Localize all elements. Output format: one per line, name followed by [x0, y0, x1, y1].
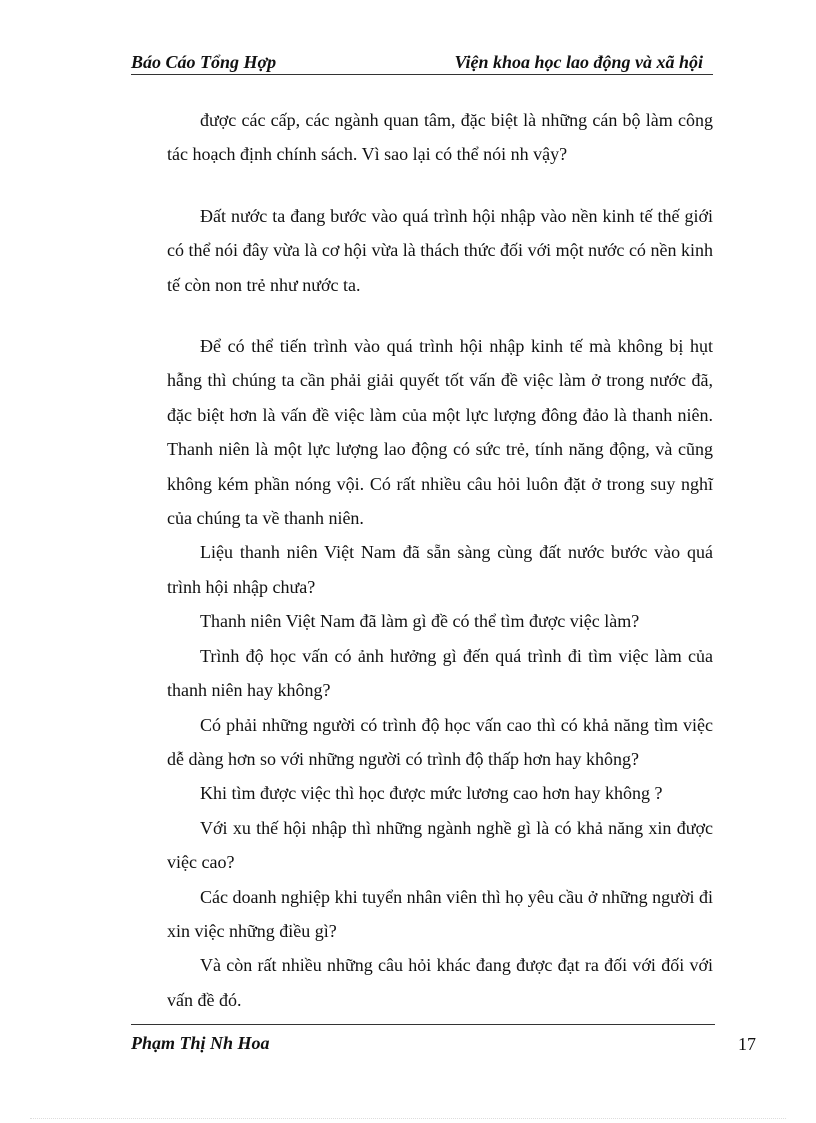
document-body: [167, 103, 713, 1017]
paragraph: được các cấp, các ngành quan tâm, đặc biệt là những cán bộ làm công tác hoạch định chính sách. Vì sao lại có thể nói nh vậy?: [167, 110, 713, 165]
paragraph: Liệu thanh niên Việt Nam đã sẵn sàng cùng đất nước bước vào quá trình hội nhập chưa?: [167, 542, 713, 597]
paragraph: Trình độ học vấn có ảnh hưởng gì đến quá trình đi tìm việc làm của thanh niên hay không?: [167, 645, 713, 701]
paragraph: Đất nước ta đang bước vào quá trình hội nhập vào nền kinh tế thế giới có thể nói đây vừa là cơ hội vừa là thách thức đối với một nước có nền kinh tế còn non trẻ như nước ta.: [167, 205, 713, 295]
footer-divider: [131, 1024, 715, 1025]
paragraph: Thanh niên Việt Nam đã làm gì đề có thể tìm được việc làm?: [200, 611, 640, 632]
paragraph: Có phải những người có trình độ học vấn cao thì có khả năng tìm việc dễ dàng hơn so với những người có trình độ thấp hơn hay không?: [167, 714, 713, 769]
header-report-title: Báo Cáo Tổng Hợp: [131, 52, 277, 72]
header-institute-name: Viện khoa học lao động và xã hội: [454, 52, 703, 72]
paragraph: Để có thể tiến trình vào quá trình hội nhập kinh tế mà không bị hụt hẫng thì chúng ta cần phải giải quyết tốt vấn đề việc làm ở trong nước đã, đặc biệt hơn là vấn đề việc làm của một lực lượng đông đảo là thanh niên. Thanh niên là một lực lượng lao động có sức trẻ, tính năng động, và cũng không kém phần nóng vội. Có rất nhiều câu hỏi luôn đặt ở trong suy nghĩ của chúng ta về thanh niên.: [167, 336, 713, 529]
page-number: 17: [738, 1034, 756, 1054]
page-header: [131, 52, 713, 75]
paragraph: Khi tìm được việc thì học được mức lương cao hơn hay không ?: [200, 783, 663, 804]
paragraph: Và còn rất nhiều những câu hỏi khác đang được đạt ra đối với đối với vấn đề đó.: [167, 955, 713, 1010]
paragraph: Với xu thế hội nhập thì những ngành nghề gì là có khả năng xin được việc cao?: [167, 817, 713, 873]
paragraph: Các doanh nghiệp khi tuyển nhân viên thì họ yêu cầu ở những người đi xin việc những điều gì?: [167, 886, 713, 941]
footer-author: Phạm Thị Nh Hoa: [131, 1033, 270, 1053]
page-bottom-edge: [30, 1118, 786, 1119]
